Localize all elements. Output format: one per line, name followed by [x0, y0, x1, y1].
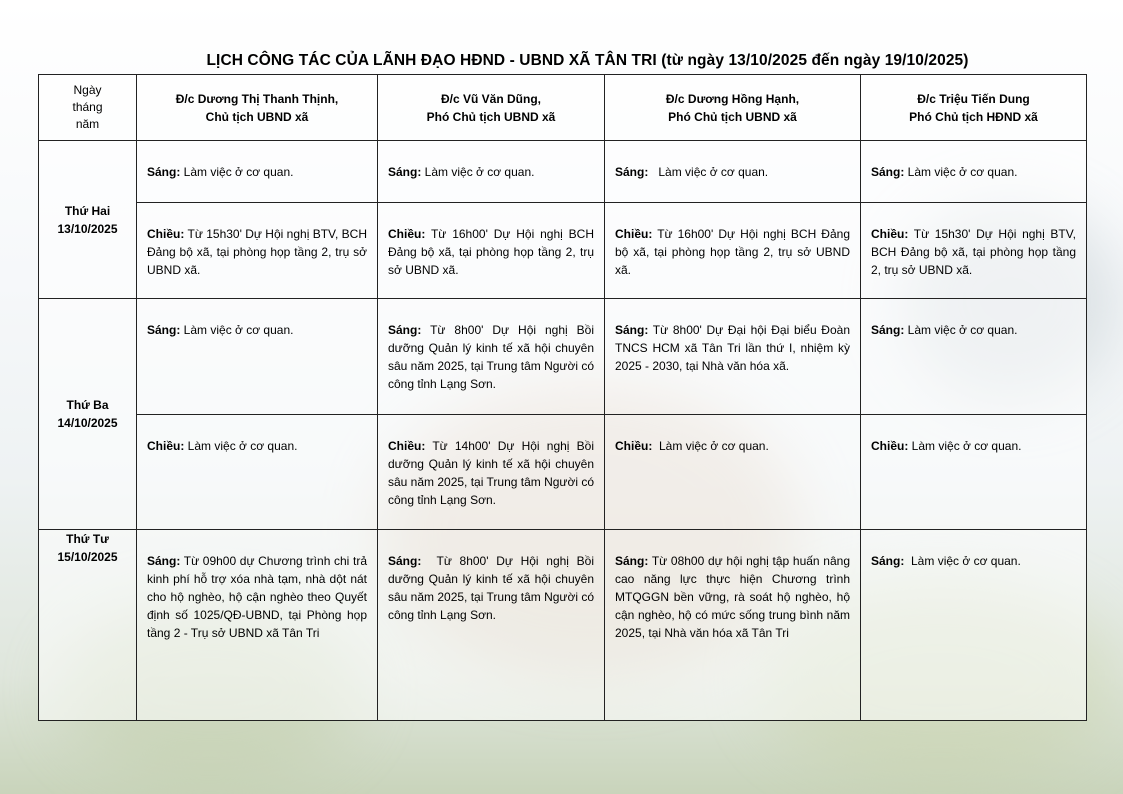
leader-header [378, 75, 605, 141]
leader-role: Chủ tịch UBND xã [205, 109, 309, 124]
leader-header [137, 75, 378, 141]
leader-header [605, 75, 861, 141]
leader-name: Đ/c Triệu Tiến Dung [917, 91, 1030, 106]
leader-name: Đ/c Vũ Văn Dũng, [440, 91, 541, 106]
date: 14/10/2025 [57, 416, 118, 430]
schedule-cell: Chiều: Từ 14h00' Dự Hội nghị Bồi dưỡng Quản lý kinh tế xã hội chuyên sâu năm 2025, tại Trung tâm Người có công tỉnh Lạng Sơn. [378, 415, 605, 530]
date-header-line: Ngày [73, 83, 102, 97]
leader-name: Đ/c Dương Hồng Hạnh, [665, 91, 800, 106]
schedule-table [38, 74, 1087, 721]
leader-role: Phó Chủ tịch UBND xã [668, 109, 797, 124]
table-row [39, 299, 1087, 415]
schedule-cell: Sáng: Từ 08h00 dự hội nghị tập huấn nâng cao năng lực thực hiện Chương trình MTQGGN bền vững, rà soát hộ nghèo, hộ cận nghèo, hộ có mức sống trung bình năm 2025, tại Nhà văn hóa xã Tân Tri [605, 530, 861, 721]
schedule-cell: Sáng: Làm việc ở cơ quan. [137, 141, 378, 203]
day-cell [39, 141, 137, 299]
table-row [39, 415, 1087, 530]
schedule-cell: Sáng: Làm việc ở cơ quan. [605, 141, 861, 203]
date-column-header [39, 75, 137, 141]
schedule-cell: Sáng: Từ 8h00' Dự Hội nghị Bồi dưỡng Quản lý kinh tế xã hội chuyên sâu năm 2025, tại Trung tâm Người có công tỉnh Lạng Sơn. [378, 299, 605, 415]
date: 15/10/2025 [57, 550, 118, 564]
table-row [39, 141, 1087, 203]
schedule-cell: Chiều: Làm việc ở cơ quan. [861, 415, 1087, 530]
schedule-cell: Sáng: Làm việc ở cơ quan. [861, 299, 1087, 415]
weekday: Thứ Hai [64, 203, 111, 218]
weekday: Thứ Tư [66, 532, 109, 546]
schedule-cell: Chiều: Từ 15h30' Dự Hội nghị BTV, BCH Đảng bộ xã, tại phòng họp tầng 2, trụ sở UBND xã. [861, 203, 1087, 299]
header-row [39, 75, 1087, 141]
schedule-cell: Sáng: Từ 09h00 dự Chương trình chi trả kinh phí hỗ trợ xóa nhà tạm, nhà dột nát cho hộ nghèo, hộ cận nghèo theo Quyết định số 1025/QĐ-UBND, tại Phòng họp tầng 2 - Trụ sở UBND xã Tân Tri [137, 530, 378, 721]
table-row [39, 530, 1087, 721]
leader-role: Phó Chủ tịch HĐND xã [909, 109, 1038, 124]
weekday: Thứ Ba [66, 398, 109, 412]
date-header-line: tháng [72, 100, 103, 114]
day-cell [39, 530, 137, 721]
schedule-cell: Chiều: Từ 15h30' Dự Hội nghị BTV, BCH Đảng bộ xã, tại phòng họp tầng 2, trụ sở UBND xã. [137, 203, 378, 299]
date-header-line: năm [75, 117, 100, 131]
leader-role: Phó Chủ tịch UBND xã [426, 109, 556, 124]
schedule-cell: Sáng: Làm việc ở cơ quan. [861, 141, 1087, 203]
schedule-cell: Chiều: Làm việc ở cơ quan. [605, 415, 861, 530]
leader-header [861, 75, 1087, 141]
page-title: LỊCH CÔNG TÁC CỦA LÃNH ĐẠO HĐND - UBND XÃ TÂN TRI (từ ngày 13/10/2025 đến ngày 19/10/2025) [206, 52, 969, 69]
table-row [39, 203, 1087, 299]
date: 13/10/2025 [57, 221, 118, 236]
schedule-cell: Sáng: Từ 8h00' Dự Hội nghị Bồi dưỡng Quản lý kinh tế xã hội chuyên sâu năm 2025, tại Trung tâm Người có công tỉnh Lạng Sơn. [378, 530, 605, 721]
schedule-cell: Sáng: Làm việc ở cơ quan. [378, 141, 605, 203]
schedule-cell: Chiều: Làm việc ở cơ quan. [137, 415, 378, 530]
day-cell [39, 299, 137, 530]
schedule-cell: Chiều: Từ 16h00' Dự Hội nghị BCH Đảng bộ xã, tại phòng họp tầng 2, trụ sở UBND xã. [378, 203, 605, 299]
leader-name: Đ/c Dương Thị Thanh Thịnh, [175, 91, 339, 106]
schedule-cell: Sáng: Làm việc ở cơ quan. [137, 299, 378, 415]
schedule-cell: Sáng: Làm việc ở cơ quan. [861, 530, 1087, 721]
schedule-cell: Sáng: Từ 8h00' Dự Đại hội Đại biểu Đoàn TNCS HCM xã Tân Tri lần thứ I, nhiệm kỳ 2025 - 2030, tại Nhà văn hóa xã. [605, 299, 861, 415]
schedule-cell: Chiều: Từ 16h00' Dự Hội nghị BCH Đảng bộ xã, tại phòng họp tầng 2, trụ sở UBND xã. [605, 203, 861, 299]
